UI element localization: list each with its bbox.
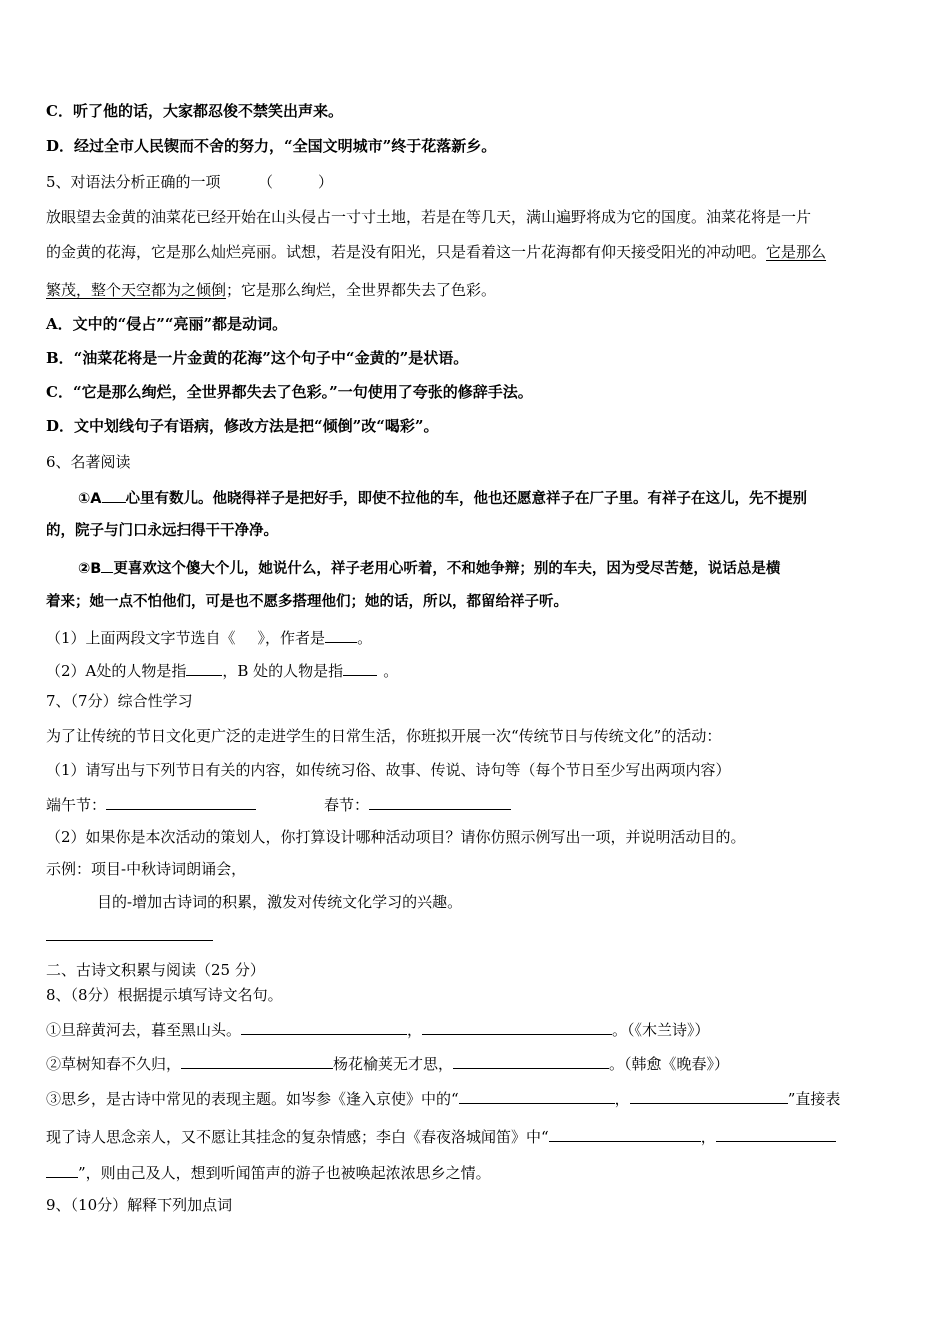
q8-item3-text: ， — [700, 1128, 716, 1146]
q6-sub1-text: 。 — [357, 629, 373, 647]
q7-subquestion-1: （1）请写出与下列节日有关的内容，如传统习俗、故事、传说、诗句等（每个节日至少写出两项内容） — [46, 761, 731, 779]
q8-item1-text: 。（《木兰诗》） — [612, 1021, 710, 1039]
q8-item-2 — [46, 1052, 906, 1074]
q8-item3-text: 现了诗人思念亲人，又不愿让其挂念的复杂情感；李白《春夜洛城闻笛》中“ — [46, 1128, 549, 1146]
q8-item3-blank-3[interactable] — [549, 1125, 701, 1142]
q6-subquestion-1 — [46, 626, 906, 648]
q6-sub2-text: （2）A处的人物是指 — [46, 662, 187, 680]
q6-sub1-text: 》，作者是 — [257, 629, 326, 647]
q8-item3-blank-4[interactable] — [716, 1125, 836, 1142]
q6-passage-text: 心里有数儿。他晓得祥子是把好手，即使不拉他的车，他也还愿意祥子在厂子里。有祥子在这儿，先不提别 — [125, 491, 807, 507]
q8-item-3-line-3 — [46, 1161, 906, 1183]
q7-example-project: 示例：项目-中秋诗词朗诵会， — [46, 860, 247, 878]
q7-intro: 为了让传统的节日文化更广泛的走进学生的日常生活，你班拟开展一次“传统节日与传统文化”的活动： — [46, 727, 722, 745]
q6-author-blank[interactable] — [325, 626, 357, 643]
q5-underlined-sentence-end: 繁茂，整个天空都为之倾倒 — [46, 281, 227, 299]
q5-option-c: C．“它是那么绚烂，全世界都失去了色彩。”一句使用了夸张的修辞手法。 — [46, 383, 533, 401]
q5-passage-text: ；它是那么绚烂，全世界都失去了色彩。 — [226, 281, 497, 299]
q6-sub2-text: 。 — [383, 662, 399, 680]
q5-option-a: A．文中的“侵占”“亮丽”都是动词。 — [46, 315, 288, 333]
q6-blank-b-inline[interactable] — [101, 556, 113, 573]
q5-passage-line-1: 放眼望去金黄的油菜花已经开始在山头侵占一寸寸土地，若是在等几天，满山遍野将成为它的国度。油菜花将是一片 — [46, 208, 812, 226]
q8-item-1 — [46, 1018, 906, 1040]
q6-subquestion-2 — [46, 659, 906, 681]
q6-title: 6、名著阅读 — [46, 453, 131, 471]
q6-mark-b: ②B — [78, 561, 102, 577]
q8-item3-blank-1[interactable] — [459, 1087, 615, 1104]
q6-person-a-blank[interactable] — [186, 659, 222, 676]
q8-item2-text: 。（韩愈《晚春》） — [609, 1055, 730, 1073]
q5-passage-line-2 — [46, 242, 906, 262]
q8-item-3-line-2 — [46, 1125, 906, 1147]
q6-sub1-text: （1）上面两段文字节选自《 — [46, 629, 236, 647]
q6-mark-a: ①A — [78, 491, 102, 507]
q8-item1-blank-2[interactable] — [422, 1018, 612, 1035]
q8-item-3-line-1 — [46, 1087, 906, 1109]
q4-option-d: D．经过全市人民锲而不舍的努力，“全国文明城市”终于花落新乡。 — [46, 137, 497, 155]
duanwu-answer-blank[interactable] — [106, 793, 256, 810]
q8-item1-text: ①旦辞黄河去，暮至黑山头。 — [46, 1021, 242, 1039]
q5-option-b: B．“油菜花将是一片金黄的花海”这个句子中“金黄的”是状语。 — [46, 349, 469, 367]
q8-item2-blank-2[interactable] — [453, 1052, 609, 1069]
q7-example-purpose: 目的-增加古诗词的积累，激发对传统文化学习的兴趣。 — [97, 893, 463, 911]
q5-title: 5、对语法分析正确的一项 （ ） — [46, 173, 334, 191]
q8-item1-text: ， — [407, 1021, 423, 1039]
q8-item2-text: ②草树知春不久归， — [46, 1055, 182, 1073]
q8-item1-blank-1[interactable] — [241, 1018, 407, 1035]
q5-underlined-sentence-start: 它是那么 — [766, 243, 827, 261]
q8-item2-text: 杨花榆荚无才思， — [333, 1055, 454, 1073]
q6-person-b-blank[interactable] — [343, 659, 377, 676]
chunjie-label: 春节： — [324, 796, 370, 814]
q7-title: 7、（7分）综合性学习 — [46, 692, 193, 710]
q4-option-c: C．听了他的话，大家都忍俊不禁笑出声来。 — [46, 102, 343, 120]
q8-item3-blank-2[interactable] — [630, 1087, 788, 1104]
q6-sub2-text: ，B 处的人物是指 — [222, 662, 344, 680]
q8-title: 8、（8分）根据提示填写诗文名句。 — [46, 986, 283, 1004]
q8-item3-text: ③思乡，是古诗中常见的表现主题。如岑参《逢入京使》中的“ — [46, 1090, 459, 1108]
q7-subquestion-2: （2）如果你是本次活动的策划人，你打算设计哪种活动项目？请你仿照示例写出一项，并说明活动目的。 — [46, 828, 746, 846]
q6-passage-2-line-1 — [78, 556, 906, 579]
q5-passage-line-3 — [46, 280, 906, 300]
q7-festival-row — [46, 793, 906, 815]
q8-item3-text: ， — [614, 1090, 630, 1108]
q6-blank-a-inline[interactable] — [102, 486, 126, 503]
q5-option-d: D．文中划线句子有语病，修改方法是把“倾倒”改“喝彩”。 — [46, 417, 439, 435]
q5-passage-text: 的金黄的花海，它是那么灿烂亮丽。试想，若是没有阳光，只是看着这一片花海都有仰天接受阳光的冲动吧。 — [46, 243, 767, 261]
section-2-title: 二、古诗文积累与阅读（25 分） — [46, 961, 265, 979]
q7-answer-line[interactable] — [46, 940, 213, 941]
q9-title: 9、（10分）解释下列加点词 — [46, 1196, 233, 1214]
duanwu-label: 端午节： — [46, 796, 107, 814]
q6-passage-1-line-2: 的，院子与门口永远扫得干干净净。 — [46, 523, 278, 539]
q8-item3-text: ”直接表 — [787, 1090, 841, 1108]
q6-passage-text: 更喜欢这个傻大个儿，她说什么，祥子老用心听着，不和她争辩；别的车夫，因为受尽苦楚，说话总是横 — [113, 561, 781, 577]
q8-item3-text: ”，则由己及人，想到听闻笛声的游子也被唤起浓浓思乡之情。 — [78, 1164, 491, 1182]
q6-passage-2-line-2: 着来；她一点不怕他们，可是也不愿多搭理他们；她的话，所以，都留给祥子听。 — [46, 594, 568, 610]
q6-passage-1-line-1 — [78, 486, 906, 509]
q8-item3-blank-4-cont[interactable] — [46, 1161, 78, 1178]
chunjie-answer-blank[interactable] — [369, 793, 511, 810]
q8-item2-blank-1[interactable] — [181, 1052, 333, 1069]
